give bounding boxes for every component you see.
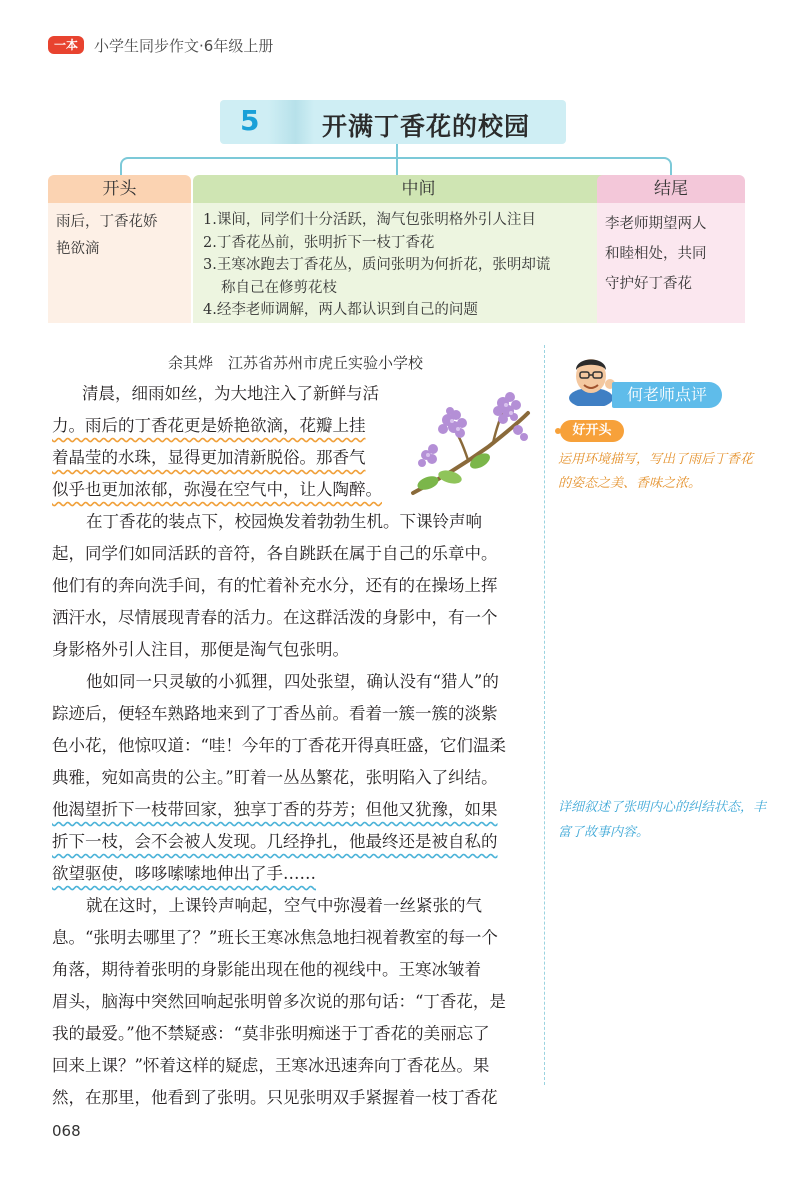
text-line: 色小花，他惊叹道：“哇！今年的丁香花开得真旺盛，它们温柔 — [52, 736, 506, 755]
text-line: 他渴望折下一枝带回家，独享丁香的芬芳；但他又犹豫，如果 — [52, 800, 498, 819]
story-outline — [48, 175, 745, 323]
text-line: 他如同一只灵敏的小狐狸，四处张望，确认没有“猎人”的 — [86, 672, 499, 691]
outline-beginning — [48, 175, 191, 323]
outline-middle-head: 中间 — [193, 175, 644, 203]
chapter-title-text: 开满丁香花的校园 — [322, 112, 531, 141]
outline-line: 雨后，丁香花娇 — [56, 214, 158, 230]
text-line: 角落，期待着张明的身影能出现在他的视线中。王寒冰皱着 — [52, 960, 481, 979]
tree-connector-vertical — [396, 144, 398, 158]
chapter-title — [228, 100, 566, 144]
text-line: 眉头，脑海中突然回响起张明曾多次说的那句话：“丁香花，是 — [52, 992, 506, 1011]
text-line: 我的最爱。”他不禁疑惑：“莫非张明痴迷于丁香花的美丽忘了 — [52, 1024, 490, 1043]
text-line: 就在这时，上课铃声响起，空气中弥漫着一丝紧张的气 — [86, 896, 482, 915]
outline-middle-item: 4.经李老师调解，两人都认识到自己的问题 — [203, 302, 478, 318]
text-line: 踪迹后，便轻车熟路地来到了丁香丛前。看着一簇一簇的淡紫 — [52, 704, 498, 723]
outline-middle-item: 称自己在修剪花枝 — [221, 279, 337, 296]
text-line: 身影格外引人注目，那便是淘气包张明。 — [52, 640, 349, 659]
outline-middle-body — [193, 203, 644, 323]
comment-note-detail: 详细叙述了张明内心的纠结状态，丰富了故事内容。 — [558, 800, 767, 840]
chapter-number: 5 — [240, 104, 260, 137]
outline-ending-body — [597, 203, 745, 323]
comment-note-opening: 运用环境描写，写出了雨后丁香花的姿态之美、香味之浓。 — [558, 452, 754, 491]
good-opening-badge: 好开头 — [560, 420, 624, 442]
outline-ending-head: 结尾 — [597, 175, 745, 203]
text-line: 然，在那里，他看到了张明。只见张明双手紧握着一枝丁香花 — [52, 1088, 498, 1107]
text-line: 在丁香花的装点下，校园焕发着勃勃生机。下课铃声响 — [86, 512, 482, 531]
outline-line: 守护好丁香花 — [605, 276, 692, 292]
series-logo: 一本 — [48, 36, 84, 54]
text-line: 清晨，细雨如丝，为大地注入了新鲜与活 — [82, 384, 379, 403]
lilac-flower-illustration — [408, 385, 533, 500]
outline-line: 李老师期望两人 — [605, 216, 707, 232]
text-line: 典雅，宛如高贵的公主。”盯着一丛丛繁花，张明陷入了纠结。 — [52, 768, 498, 787]
outline-ending — [597, 175, 745, 323]
book-title: 小学生同步作文·6年级上册 — [94, 36, 274, 55]
text-line: 息。“张明去哪里了？”班长王寒冰焦急地扫视着教室的每一个 — [52, 928, 498, 947]
text-line: 起，同学们如同活跃的音符，各自跳跃在属于自己的乐章中。 — [52, 544, 498, 563]
outline-line: 和睦相处，共同 — [605, 246, 707, 262]
text-line: 洒汗水，尽情展现青春的活力。在这群活泼的身影中，有一个 — [52, 608, 498, 627]
text-line: 欲望驱使，哆哆嗦嗦地伸出了手…… — [52, 864, 316, 883]
text-line: 力。雨后的丁香花更是娇艳欲滴，花瓣上挂 — [52, 416, 366, 435]
text-line: 回来上课？”怀着这样的疑虑，王寒冰迅速奔向丁香花丛。果 — [52, 1056, 490, 1075]
author-line: 余其烨 江苏省苏州市虎丘实验小学校 — [168, 354, 424, 372]
tree-connector-middle — [396, 157, 398, 175]
page-header — [48, 34, 273, 56]
text-line: 着晶莹的水珠，显得更加清新脱俗。那香气 — [52, 448, 366, 467]
outline-middle-item: 3.王寒冰跑去丁香花丛，质问张明为何折花，张明却谎 — [203, 257, 551, 273]
teacher-avatar-icon — [564, 350, 618, 406]
page-number: 068 — [52, 1122, 81, 1140]
outline-middle — [193, 175, 644, 323]
outline-middle-item: 1.课间，同学们十分活跃，淘气包张明格外引人注目 — [203, 212, 536, 228]
text-line: 似乎也更加浓郁，弥漫在空气中，让人陶醉。 — [52, 480, 382, 499]
sidebar-divider — [544, 345, 545, 1085]
text-line: 他们有的奔向洗手间，有的忙着补充水分，还有的在操场上挥 — [52, 576, 498, 595]
title-separator — [268, 100, 314, 144]
outline-middle-item: 2.丁香花丛前，张明折下一枝丁香花 — [203, 234, 435, 251]
text-line: 折下一枝，会不会被人发现。几经挣扎，他最终还是被自私的 — [52, 832, 498, 851]
outline-beginning-body — [48, 203, 191, 323]
outline-beginning-head: 开头 — [48, 175, 191, 203]
outline-line: 艳欲滴 — [56, 241, 100, 257]
teacher-comment-tag: 何老师点评 — [612, 382, 722, 408]
